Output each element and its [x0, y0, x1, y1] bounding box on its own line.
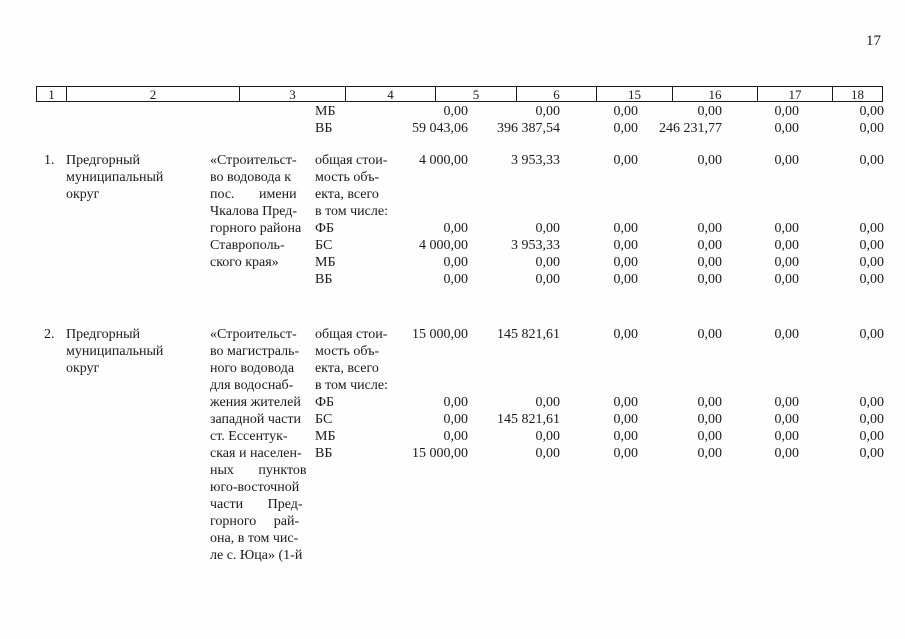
value-col-16: 0,00	[697, 104, 722, 119]
funding-value-col-6: 0,00	[535, 272, 560, 287]
funding-source-label: ФБ	[315, 221, 335, 236]
funding-source-label: БС	[315, 412, 333, 427]
value-col-5: 0,00	[443, 104, 468, 119]
header-col-17: 17	[758, 87, 833, 101]
total-value-col-6: 3 953,33	[511, 153, 560, 168]
funding-value-col-5: 0,00	[443, 429, 468, 444]
funding-value-col-16: 0,00	[697, 238, 722, 253]
municipality-line: Предгорный	[66, 153, 141, 168]
value-col-18: 0,00	[859, 121, 884, 136]
funding-source-label: ВБ	[315, 272, 333, 287]
object-name-line: западной части	[210, 412, 301, 427]
funding-value-col-5: 4 000,00	[419, 238, 468, 253]
object-name-line: ского края»	[210, 255, 279, 270]
total-label-line: общая стои-	[315, 153, 388, 168]
funding-value-col-16: 0,00	[697, 395, 722, 410]
row-label: МБ	[315, 104, 336, 119]
funding-value-col-6: 3 953,33	[511, 238, 560, 253]
funding-source-label: ФБ	[315, 395, 335, 410]
funding-value-col-15: 0,00	[613, 255, 638, 270]
funding-value-col-15: 0,00	[613, 395, 638, 410]
object-name-line: ст. Ессентук-	[210, 429, 288, 444]
funding-value-col-15: 0,00	[613, 221, 638, 236]
funding-value-col-5: 0,00	[443, 255, 468, 270]
header-col-15: 15	[597, 87, 673, 101]
funding-value-col-5: 0,00	[443, 272, 468, 287]
funding-value-col-5: 0,00	[443, 221, 468, 236]
municipality-line: муниципальный	[66, 170, 164, 185]
object-name-line: ного водовода	[210, 361, 295, 376]
value-col-15: 0,00	[613, 121, 638, 136]
total-value-col-6: 145 821,61	[497, 327, 560, 342]
funding-value-col-6: 0,00	[535, 429, 560, 444]
header-col-1: 1	[37, 87, 67, 101]
funding-value-col-6: 0,00	[535, 446, 560, 461]
object-name-line: части Пред-	[210, 497, 303, 512]
total-label-line: мость объ-	[315, 170, 380, 185]
funding-value-col-18: 0,00	[859, 446, 884, 461]
funding-value-col-15: 0,00	[613, 272, 638, 287]
header-col-18: 18	[851, 87, 864, 102]
object-name-line: ская и населен-	[210, 446, 302, 461]
funding-source-label: ВБ	[315, 446, 333, 461]
funding-value-col-6: 0,00	[535, 255, 560, 270]
total-value-col-15: 0,00	[613, 327, 638, 342]
total-value-col-16: 0,00	[697, 327, 722, 342]
total-value-col-17: 0,00	[774, 327, 799, 342]
object-name-line: Чкалова Пред-	[210, 204, 298, 219]
header-col-6: 6	[517, 87, 597, 101]
object-name-line: «Строительст-	[210, 327, 297, 342]
funding-value-col-6: 0,00	[535, 221, 560, 236]
object-name-line: Ставрополь-	[210, 238, 285, 253]
value-col-15: 0,00	[613, 104, 638, 119]
municipality-line: муниципальный	[66, 344, 164, 359]
total-value-col-16: 0,00	[697, 153, 722, 168]
value-col-5: 59 043,06	[412, 121, 468, 136]
value-col-18: 0,00	[859, 104, 884, 119]
object-name-line: она, в том чис-	[210, 531, 299, 546]
funding-value-col-17: 0,00	[774, 221, 799, 236]
funding-value-col-16: 0,00	[697, 272, 722, 287]
funding-value-col-17: 0,00	[774, 272, 799, 287]
object-name-line: пос. имени	[210, 187, 297, 202]
including-label: в том числе:	[315, 378, 388, 393]
municipality-line: Предгорный	[66, 327, 141, 342]
value-col-6: 0,00	[535, 104, 560, 119]
funding-value-col-5: 0,00	[443, 395, 468, 410]
value-col-17: 0,00	[774, 104, 799, 119]
funding-value-col-18: 0,00	[859, 272, 884, 287]
header-col-16: 16	[673, 87, 758, 101]
object-name-line: во магистраль-	[210, 344, 300, 359]
total-label-line: екта, всего	[315, 187, 379, 202]
total-value-col-17: 0,00	[774, 153, 799, 168]
value-col-16: 246 231,77	[659, 121, 722, 136]
funding-source-label: МБ	[315, 429, 336, 444]
funding-value-col-16: 0,00	[697, 221, 722, 236]
value-col-6: 396 387,54	[497, 121, 560, 136]
funding-value-col-17: 0,00	[774, 255, 799, 270]
including-label: в том числе:	[315, 204, 388, 219]
object-name-line: ных пунктов	[210, 463, 307, 478]
total-label-line: мость объ-	[315, 344, 380, 359]
total-value-col-15: 0,00	[613, 153, 638, 168]
funding-value-col-17: 0,00	[774, 446, 799, 461]
total-value-col-5: 15 000,00	[412, 327, 468, 342]
funding-value-col-17: 0,00	[774, 395, 799, 410]
total-label-line: общая стои-	[315, 327, 388, 342]
funding-value-col-18: 0,00	[859, 429, 884, 444]
funding-value-col-6: 145 821,61	[497, 412, 560, 427]
funding-value-col-6: 0,00	[535, 395, 560, 410]
entry-index: 1.	[44, 153, 55, 168]
funding-value-col-18: 0,00	[859, 255, 884, 270]
funding-value-col-18: 0,00	[859, 238, 884, 253]
total-label-line: екта, всего	[315, 361, 379, 376]
funding-value-col-18: 0,00	[859, 412, 884, 427]
funding-value-col-15: 0,00	[613, 412, 638, 427]
header-col-2: 2	[67, 87, 240, 101]
funding-value-col-5: 0,00	[443, 412, 468, 427]
funding-value-col-16: 0,00	[697, 412, 722, 427]
object-name-line: «Строительст-	[210, 153, 297, 168]
total-value-col-18: 0,00	[859, 327, 884, 342]
funding-value-col-16: 0,00	[697, 255, 722, 270]
funding-value-col-15: 0,00	[613, 238, 638, 253]
municipality-line: округ	[66, 187, 100, 202]
funding-value-col-17: 0,00	[774, 429, 799, 444]
funding-value-col-18: 0,00	[859, 221, 884, 236]
object-name-line: юго-восточной	[210, 480, 300, 495]
funding-source-label: МБ	[315, 255, 336, 270]
header-col-5: 5	[436, 87, 517, 101]
funding-value-col-16: 0,00	[697, 429, 722, 444]
funding-value-col-17: 0,00	[774, 412, 799, 427]
funding-value-col-15: 0,00	[613, 446, 638, 461]
object-name-line: горного района	[210, 221, 302, 236]
page-number: 17	[866, 33, 881, 49]
funding-value-col-15: 0,00	[613, 429, 638, 444]
object-name-line: во водовода к	[210, 170, 291, 185]
value-col-17: 0,00	[774, 121, 799, 136]
table-header	[36, 86, 883, 102]
total-value-col-18: 0,00	[859, 153, 884, 168]
object-name-line: ле с. Юца» (1-й	[210, 548, 303, 563]
header-col-4: 4	[346, 87, 436, 101]
header-col-3: 3	[240, 87, 346, 101]
funding-value-col-16: 0,00	[697, 446, 722, 461]
funding-value-col-18: 0,00	[859, 395, 884, 410]
row-label: ВБ	[315, 121, 333, 136]
funding-source-label: БС	[315, 238, 333, 253]
object-name-line: жения жителей	[210, 395, 301, 410]
entry-index: 2.	[44, 327, 55, 342]
municipality-line: округ	[66, 361, 100, 376]
object-name-line: для водоснаб-	[210, 378, 294, 393]
total-value-col-5: 4 000,00	[419, 153, 468, 168]
object-name-line: горного рай-	[210, 514, 300, 529]
funding-value-col-5: 15 000,00	[412, 446, 468, 461]
funding-value-col-17: 0,00	[774, 238, 799, 253]
